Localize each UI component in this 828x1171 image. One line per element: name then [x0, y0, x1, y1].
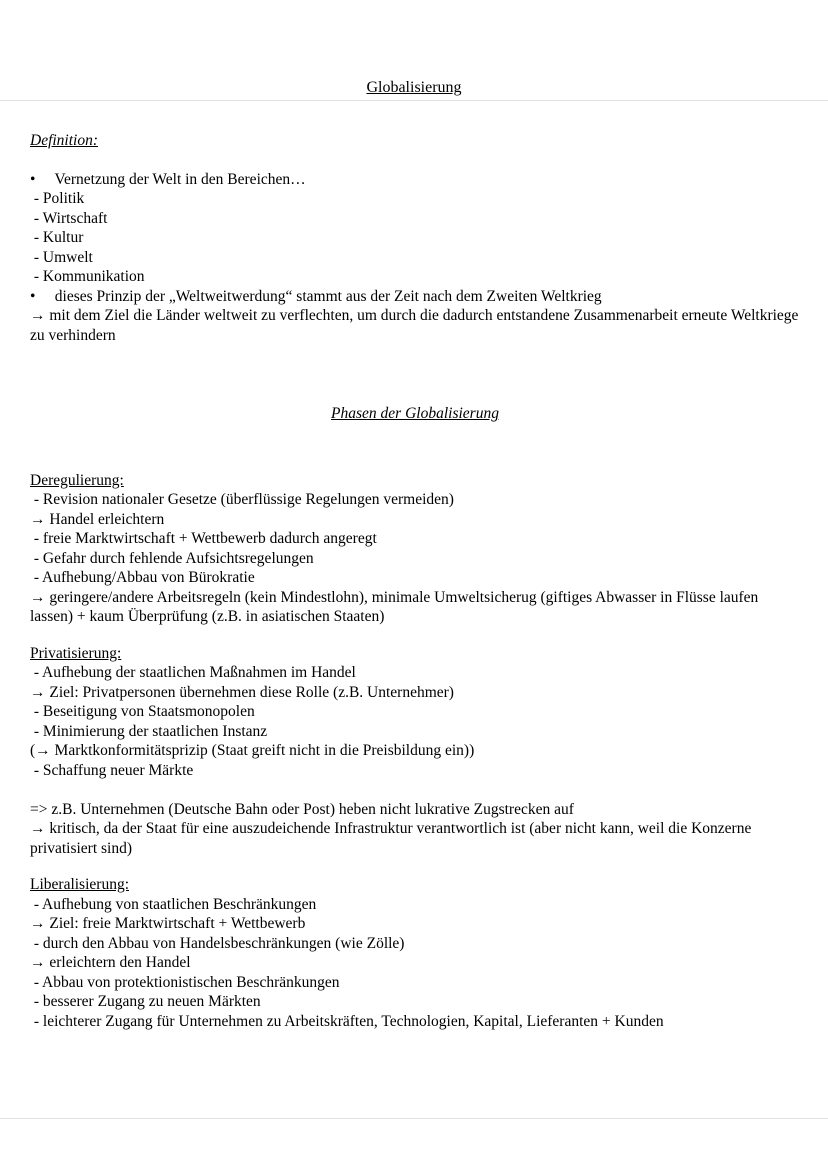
- conclusion-line: => z.B. Unternehmen (Deutsche Bahn oder Post) heben nicht lukrative Zugstrecken auf: [30, 800, 574, 818]
- list-item: - Minimierung der staatlichen Instanz: [30, 722, 268, 740]
- list-item: - Wirtschaft: [30, 209, 108, 227]
- bullet-line: • Vernetzung der Welt in den Bereichen…: [30, 170, 306, 188]
- definition-list: [30, 170, 803, 346]
- list-item: - Kultur: [30, 229, 84, 246]
- section-heading: Deregulierung:: [30, 471, 124, 489]
- arrow-line: → Ziel: freie Marktwirtschaft + Wettbewerb: [30, 915, 306, 932]
- list-item: - Umwelt: [30, 248, 93, 266]
- bullet-line: • dieses Prinzip der „Weltweitwerdung“ stammt aus der Zeit nach dem Zweiten Weltkrieg: [30, 287, 602, 305]
- list-item: - Abbau von protektionistischen Beschränkungen: [30, 973, 340, 991]
- list-item: (→ Marktkonformitätsprizip (Staat greift nicht in die Preisbildung ein)): [30, 742, 475, 759]
- list-item: - Aufhebung der staatlichen Maßnahmen im Handel: [30, 664, 356, 681]
- list-item: - Aufhebung/Abbau von Bürokratie: [30, 569, 255, 586]
- section-liberalisierung: [30, 875, 800, 1031]
- list-item: - freie Marktwirtschaft + Wettbewerb dadurch angeregt: [30, 530, 377, 547]
- list-item: - durch den Abbau von Handelsbeschränkungen (wie Zölle): [30, 934, 405, 952]
- document-body: [0, 131, 828, 1031]
- arrow-line: → kritisch, da der Staat für eine auszudeichende Infrastruktur verantwortlich ist (aber nicht kann, weil die Konzerne privatisiert sind): [30, 820, 756, 857]
- arrow-line: → Ziel: Privatpersonen übernehmen diese Rolle (z.B. Unternehmer): [30, 683, 454, 701]
- top-divider: [0, 100, 828, 101]
- definition-heading: Definition:: [30, 132, 99, 149]
- document-title: Globalisierung: [366, 79, 462, 96]
- spacer-line: [30, 780, 800, 800]
- list-item: - Schaffung neuer Märkte: [30, 761, 194, 779]
- arrow-line: → geringere/andere Arbeitsregeln (kein Mindestlohn), minimale Umweltsicherug (giftiges Abwasser in Flüsse laufen lassen) + kaum Überprüfung (z.B. in asiatischen Staaten): [30, 588, 763, 625]
- list-item: - Revision nationaler Gesetze (überflüssige Regelungen vermeiden): [30, 491, 454, 508]
- list-item: - besserer Zugang zu neuen Märkten: [30, 993, 261, 1010]
- section-deregulierung: [30, 471, 800, 627]
- arrow-line: → Handel erleichtern: [30, 510, 165, 528]
- section-heading: Liberalisierung:: [30, 876, 129, 893]
- list-item: - Kommunikation: [30, 268, 145, 285]
- bottom-divider: [0, 1118, 828, 1119]
- phasen-heading: Phasen der Globalisierung: [331, 405, 499, 422]
- arrow-line: → erleichtern den Handel: [30, 954, 191, 971]
- list-item: - Politik: [30, 190, 85, 207]
- section-heading: Privatisierung:: [30, 644, 122, 662]
- list-item: - Gefahr durch fehlende Aufsichtsregelungen: [30, 549, 314, 567]
- section-privatisierung: [30, 644, 800, 859]
- list-item: - leichterer Zugang für Unternehmen zu Arbeitskräften, Technologien, Kapital, Lieferanten + Kunden: [30, 1012, 664, 1030]
- arrow-line: → mit dem Ziel die Länder weltweit zu verflechten, um durch die dadurch entstandene Zusammenarbeit erneute Weltkriege zu verhindern: [30, 307, 803, 344]
- list-item: - Beseitigung von Staatsmonopolen: [30, 703, 255, 720]
- list-item: - Aufhebung von staatlichen Beschränkungen: [30, 895, 317, 913]
